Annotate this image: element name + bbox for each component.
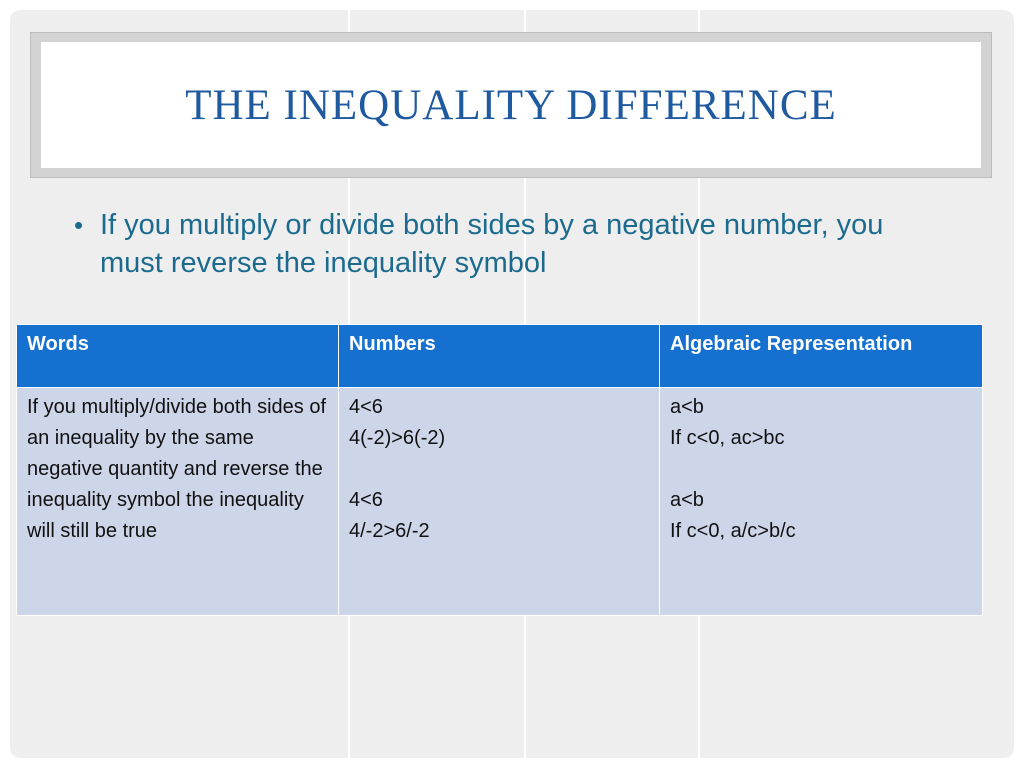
numbers-line: 4<6 xyxy=(349,489,383,511)
bullet-marker: • xyxy=(74,210,84,240)
numbers-line xyxy=(349,454,649,485)
algebraic-line: a<b xyxy=(670,396,704,418)
header-numbers: Numbers xyxy=(339,325,660,388)
numbers-line: 4/-2>6/-2 xyxy=(349,520,430,542)
bullet-point xyxy=(74,206,954,282)
slide xyxy=(10,10,1014,758)
algebraic-line: If c<0, ac>bc xyxy=(670,427,785,449)
table-row xyxy=(17,388,983,616)
title-frame xyxy=(30,32,992,178)
slide-title: THE INEQUALITY DIFFERENCE xyxy=(185,81,837,129)
numbers-line: 4(-2)>6(-2) xyxy=(349,427,446,449)
comparison-table xyxy=(16,324,983,616)
algebraic-line xyxy=(670,454,972,485)
header-algebraic: Algebraic Representation xyxy=(660,325,983,388)
cell-numbers xyxy=(339,388,660,616)
cell-algebraic xyxy=(660,388,983,616)
cell-words: If you multiply/divide both sides of an inequality by the same negative quantity and reverse the inequality symbol the inequality will still be true xyxy=(17,388,339,616)
algebraic-line: If c<0, a/c>b/c xyxy=(670,520,796,542)
header-words: Words xyxy=(17,325,339,388)
numbers-line: 4<6 xyxy=(349,396,383,418)
table-header-row xyxy=(17,325,983,388)
title-box xyxy=(41,42,981,168)
algebraic-line: a<b xyxy=(670,489,704,511)
bullet-text: If you multiply or divide both sides by a negative number, you must reverse the inequality symbol xyxy=(100,209,884,279)
